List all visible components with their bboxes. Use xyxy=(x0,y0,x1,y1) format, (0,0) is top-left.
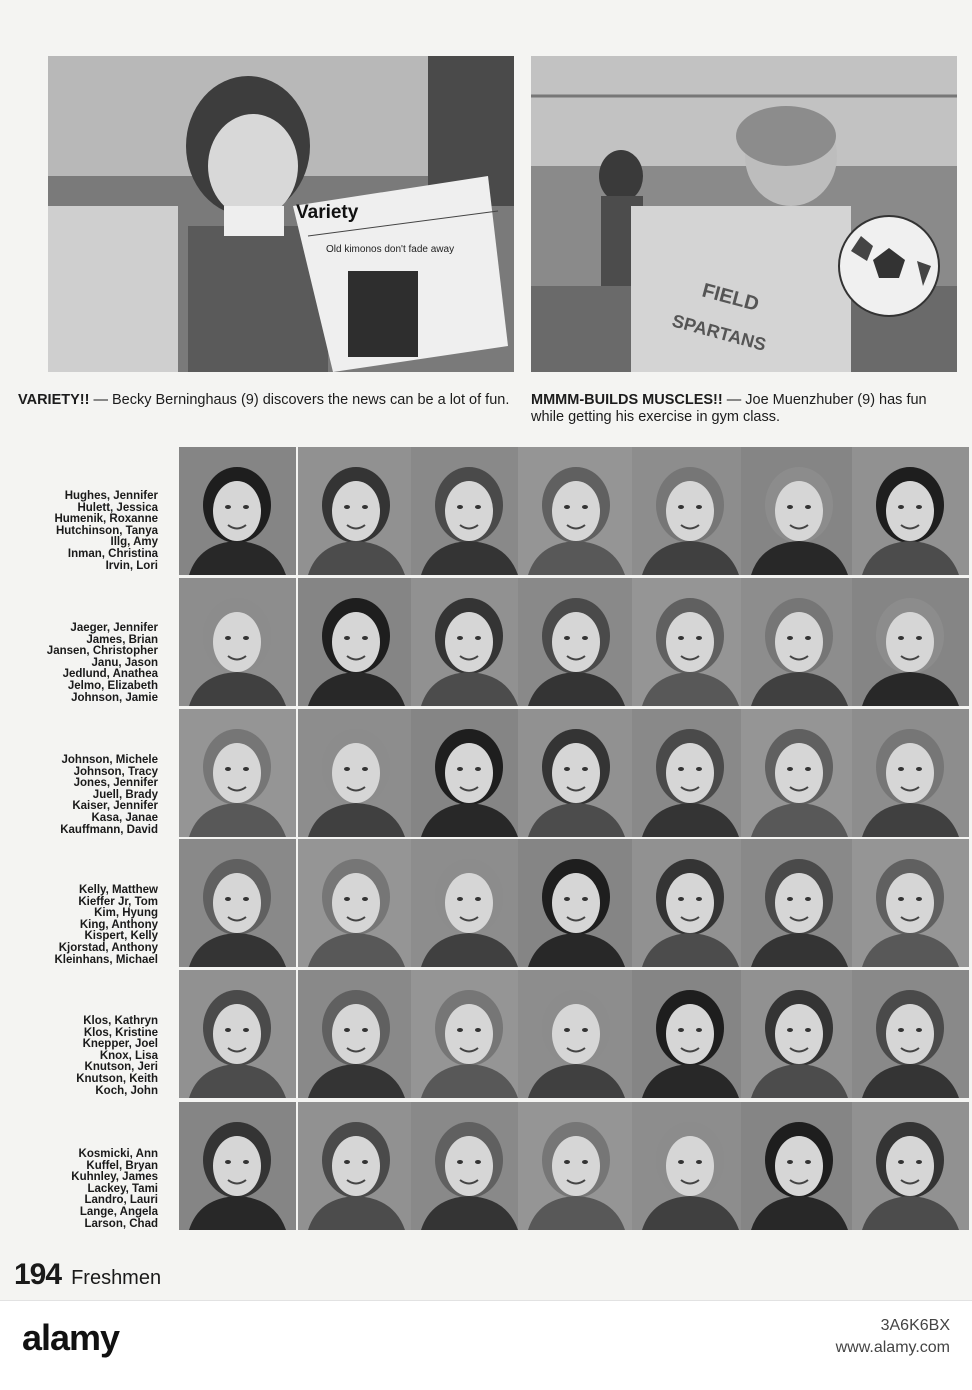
portrait-photo xyxy=(741,447,858,575)
photo-gym xyxy=(531,56,957,372)
name-entry: Irvin, Lori xyxy=(105,559,158,572)
portrait-photo xyxy=(741,970,858,1098)
portrait-photo xyxy=(852,970,969,1098)
name-list-row-6 xyxy=(8,1149,158,1230)
caption-title: MMMM-BUILDS MUSCLES!! xyxy=(531,392,723,408)
portrait-photo xyxy=(298,709,415,837)
caption-title: VARIETY!! xyxy=(18,392,90,408)
portrait-photo xyxy=(411,709,528,837)
portrait-photo xyxy=(852,839,969,967)
name-entry: Illg, Amy xyxy=(110,536,158,549)
name-entry: Kispert, Kelly xyxy=(84,930,158,943)
name-entry: Jelmo, Elizabeth xyxy=(67,679,158,692)
name-entry: Humenik, Roxanne xyxy=(54,513,158,526)
name-entry: King, Anthony xyxy=(79,918,158,931)
name-entry: Juell, Brady xyxy=(92,788,158,801)
portrait-photo xyxy=(518,970,635,1098)
portrait-photo xyxy=(741,1102,858,1230)
page-number: 194 xyxy=(14,1258,62,1291)
caption-variety xyxy=(18,392,510,409)
portrait-photo xyxy=(632,578,749,706)
portrait-photo xyxy=(518,1102,635,1230)
name-entry: Landro, Lauri xyxy=(84,1194,158,1207)
portrait-photo xyxy=(518,839,635,967)
newspaper-headline: Old kimonos don't fade away xyxy=(326,244,455,255)
name-entry: Hulett, Jessica xyxy=(77,501,158,514)
name-entry: Jansen, Christopher xyxy=(46,645,158,658)
name-entry: Knepper, Joel xyxy=(82,1038,158,1051)
stock-info xyxy=(836,1315,950,1359)
name-entry: Larson, Chad xyxy=(84,1217,158,1230)
name-entry: Kieffer Jr, Tom xyxy=(78,895,158,908)
portrait-photo xyxy=(632,839,749,967)
portrait-photo xyxy=(179,970,296,1098)
name-entry: Johnson, Jamie xyxy=(71,691,158,704)
portrait-photo xyxy=(298,839,415,967)
name-entry: Kleinhans, Michael xyxy=(54,953,158,966)
shirt-text-field: FIELD xyxy=(699,279,762,316)
name-entry: Inman, Christina xyxy=(67,547,158,560)
site-url: www.alamy.com xyxy=(835,1339,950,1356)
name-entry: Koch, John xyxy=(95,1084,158,1097)
brand-logo: alamy xyxy=(22,1317,120,1358)
name-entry: Johnson, Tracy xyxy=(73,765,158,778)
portrait-photo xyxy=(852,447,969,575)
portrait-photo xyxy=(179,447,296,575)
name-entry: Kjorstad, Anthony xyxy=(58,941,158,954)
name-entry: Janu, Jason xyxy=(91,656,158,669)
portrait-photo xyxy=(852,578,969,706)
name-list-row-1 xyxy=(8,491,158,572)
shirt-text-spartans: SPARTANS xyxy=(669,310,769,355)
portrait-photo xyxy=(298,970,415,1098)
photo-variety xyxy=(48,56,514,372)
name-entry: Jones, Jennifer xyxy=(73,777,158,790)
portrait-photo xyxy=(179,578,296,706)
name-entry: Klos, Kristine xyxy=(83,1026,158,1039)
portrait-photo xyxy=(298,578,415,706)
portrait-photo xyxy=(411,839,528,967)
name-entry: Klos, Kathryn xyxy=(83,1015,158,1027)
portrait-photo xyxy=(518,578,635,706)
name-entry: Kuhnley, James xyxy=(71,1171,158,1184)
portrait-photo xyxy=(741,578,858,706)
portrait-photo xyxy=(298,1102,415,1230)
portrait-photo xyxy=(741,709,858,837)
name-entry: Jedlund, Anathea xyxy=(62,668,158,681)
portrait-photo xyxy=(852,709,969,837)
name-entry: Kosmicki, Ann xyxy=(78,1148,158,1160)
name-entry: Lange, Angela xyxy=(79,1205,158,1218)
portrait-photo xyxy=(179,709,296,837)
name-entry: James, Brian xyxy=(86,633,158,646)
name-entry: Knutson, Jeri xyxy=(84,1061,158,1074)
name-entry: Kim, Hyung xyxy=(94,907,158,920)
portrait-photo xyxy=(411,970,528,1098)
page-footer xyxy=(14,1258,161,1292)
portrait-photo xyxy=(518,447,635,575)
name-entry: Kauffmann, David xyxy=(60,823,158,836)
portrait-photo xyxy=(179,1102,296,1230)
portrait-photo xyxy=(632,970,749,1098)
portrait-photo xyxy=(741,839,858,967)
portrait-photo xyxy=(411,578,528,706)
name-list-row-5 xyxy=(8,1016,158,1097)
newspaper-title: Variety xyxy=(296,202,359,223)
portrait-photo xyxy=(411,447,528,575)
portrait-photo xyxy=(632,447,749,575)
name-list-row-2 xyxy=(8,623,158,704)
name-entry: Johnson, Michele xyxy=(61,754,158,766)
name-entry: Knutson, Keith xyxy=(76,1072,158,1085)
name-entry: Lackey, Tami xyxy=(87,1182,158,1195)
portrait-photo xyxy=(632,1102,749,1230)
name-entry: Jaeger, Jennifer xyxy=(70,622,158,634)
name-entry: Knox, Lisa xyxy=(99,1049,158,1062)
portrait-photo xyxy=(632,709,749,837)
caption-muscles xyxy=(531,392,961,426)
name-entry: Kuffel, Bryan xyxy=(86,1159,158,1172)
name-entry: Hutchinson, Tanya xyxy=(55,524,158,537)
section-label: Freshmen xyxy=(71,1267,162,1289)
name-entry: Kaiser, Jennifer xyxy=(72,800,158,813)
portrait-photo xyxy=(852,1102,969,1230)
image-id: 3A6K6BX xyxy=(880,1317,950,1334)
portrait-photo xyxy=(411,1102,528,1230)
name-entry: Kelly, Matthew xyxy=(78,884,158,896)
caption-text: — Becky Berninghaus (9) discovers the news can be a lot of fun. xyxy=(93,392,510,408)
portrait-photo xyxy=(298,447,415,575)
watermark-bar xyxy=(0,1300,972,1390)
name-list-row-4 xyxy=(8,885,158,966)
name-entry: Hughes, Jennifer xyxy=(64,490,158,502)
caption-text: — Joe Muenzhuber (9) has fun while getting his exercise in gym class. xyxy=(531,392,927,425)
name-entry: Kasa, Janae xyxy=(91,811,158,824)
name-list-row-3 xyxy=(8,755,158,836)
portrait-photo xyxy=(179,839,296,967)
portrait-photo xyxy=(518,709,635,837)
